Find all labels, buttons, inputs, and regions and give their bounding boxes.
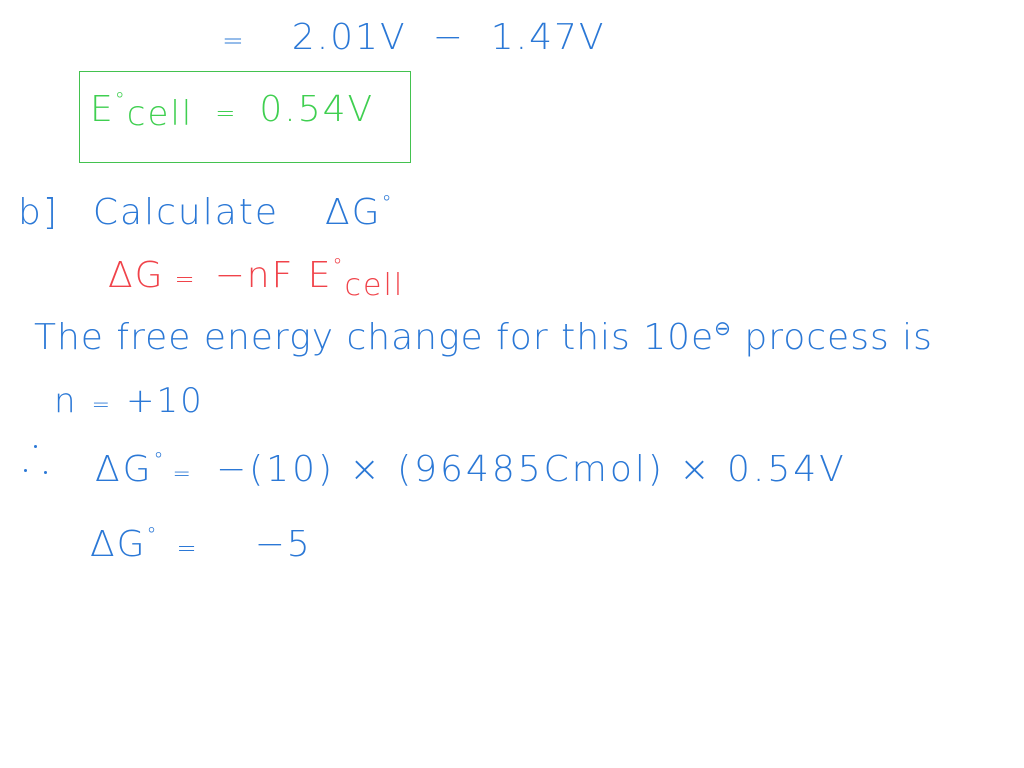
cell-potential-value: 0.54V [259, 89, 375, 130]
equals-sign: = [222, 26, 246, 56]
electron-count-line [54, 381, 204, 421]
cell-potential-subtraction-line [222, 17, 606, 58]
gibbs-formula [108, 254, 405, 303]
n-symbol: n [54, 381, 78, 421]
degree-symbol: ° [332, 254, 345, 278]
anode-potential: 1.47V [490, 17, 606, 58]
gibbs-result-line [90, 523, 312, 565]
sentence-end: process is [731, 317, 933, 358]
explanation-sentence [34, 316, 933, 358]
cell-subscript: cell [344, 268, 405, 303]
equals-sign: = [215, 99, 238, 127]
formula-rhs: −nF E [214, 255, 333, 296]
part-b-heading [18, 191, 394, 233]
calc-lhs: ΔG [95, 449, 154, 490]
equals-sign: = [172, 462, 194, 487]
degree-symbol: ° [146, 523, 159, 547]
equals-sign: = [176, 534, 199, 562]
calc-rhs: −(10) × (96485Cmol) × 0.54V [215, 449, 847, 490]
degree-symbol: ° [381, 191, 394, 215]
result-value: −5 [254, 524, 312, 565]
cell-subscript: cell [126, 94, 194, 134]
delta-g-symbol: ΔG [325, 192, 382, 233]
equals-sign: = [174, 265, 197, 293]
result-lhs: ΔG [90, 524, 147, 565]
equals-sign: = [91, 393, 112, 418]
minus-sign: − [432, 17, 465, 58]
therefore-icon [22, 445, 48, 475]
degree-symbol: ° [114, 88, 127, 112]
n-value: +10 [126, 381, 204, 421]
gibbs-calculation-line [95, 448, 847, 490]
sentence-start: The free energy change for this 10e [34, 317, 715, 358]
degree-symbol: ° [153, 448, 167, 472]
e-symbol: E [90, 89, 115, 130]
electron-charge-superscript: ⊖ [714, 316, 732, 340]
formula-lhs: ΔG [108, 255, 165, 296]
cell-potential-result [90, 88, 375, 134]
part-b-instruction: Calculate [92, 192, 280, 233]
cathode-potential: 2.01V [291, 17, 407, 58]
part-label: b] [18, 192, 59, 233]
